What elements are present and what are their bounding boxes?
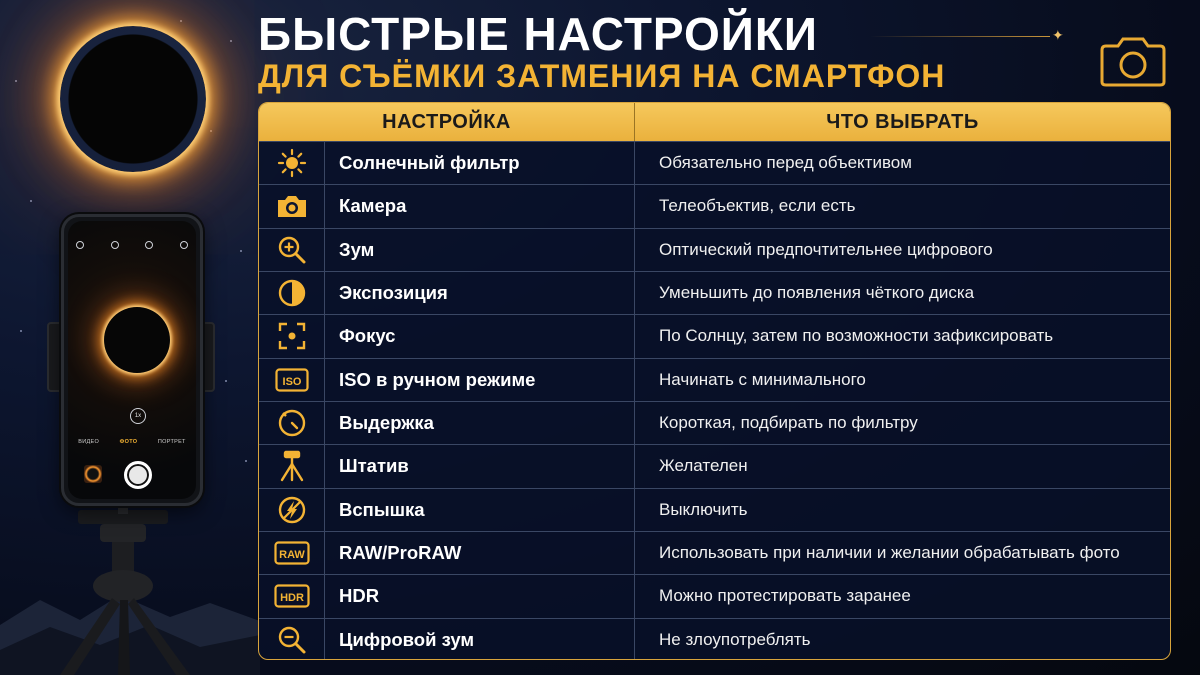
raw-icon: [259, 532, 325, 574]
setting-value: Начинать с минимального: [659, 369, 866, 389]
setting-value: Телеобъектив, если есть: [659, 196, 856, 216]
table-row: [259, 574, 1170, 617]
shutter-speed-icon: [259, 402, 325, 444]
zoom-out-icon: [259, 619, 325, 660]
table-row: [259, 444, 1170, 487]
table-row: [259, 531, 1170, 574]
switch-camera-icon[interactable]: [180, 241, 188, 249]
tripod-icon: [259, 445, 325, 487]
shutter-button[interactable]: [124, 461, 152, 489]
sun-icon: [259, 142, 325, 184]
svg-text:RAW: RAW: [278, 549, 305, 562]
table-row: [259, 618, 1170, 660]
setting-value: По Солнцу, затем по возможности зафиксировать: [659, 326, 1054, 346]
mode-photo[interactable]: ФОТО: [119, 439, 138, 445]
setting-value: Оптический предпочтительнее цифрового: [659, 239, 993, 259]
table-row: [259, 271, 1170, 314]
column-header-setting: НАСТРОЙКА: [259, 103, 635, 141]
table-row: [259, 401, 1170, 444]
setting-value: Короткая, подбирать по фильтру: [659, 413, 918, 433]
flash-off-icon: [259, 489, 325, 531]
settings-table: [258, 102, 1171, 660]
svg-text:HDR: HDR: [279, 592, 304, 605]
camera-logo-icon: [1098, 36, 1168, 88]
setting-value: Желателен: [659, 456, 748, 476]
settings-icon[interactable]: [76, 241, 84, 249]
camera-app-screen: [68, 221, 196, 499]
decorative-line: [870, 36, 1050, 37]
setting-value: Обязательно перед объективом: [659, 153, 912, 173]
live-photo-icon[interactable]: [145, 241, 153, 249]
page-title: БЫСТРЫЕ НАСТРОЙКИ: [258, 8, 818, 60]
setting-name: Зум: [325, 229, 635, 271]
setting-value: Выключить: [659, 499, 748, 519]
zoom-button[interactable]: 1x: [130, 408, 146, 424]
setting-name: Фокус: [325, 315, 635, 357]
hdr-icon: [259, 575, 325, 617]
exposure-icon: [259, 272, 325, 314]
setting-name: Выдержка: [325, 402, 635, 444]
zoom-in-icon: [259, 229, 325, 271]
setting-value: Использовать при наличии и желании обрабатывать фото: [659, 543, 1120, 563]
table-row: [259, 228, 1170, 271]
focus-icon: [259, 315, 325, 357]
setting-name: Солнечный фильтр: [325, 142, 635, 184]
table-row: [259, 314, 1170, 357]
smartphone: [61, 214, 203, 506]
mode-video[interactable]: ВИДЕО: [78, 439, 100, 445]
camera-modes: [68, 439, 196, 445]
camera-icon: [259, 185, 325, 227]
table-row: [259, 358, 1170, 401]
table-header: [259, 103, 1170, 141]
table-row: [259, 488, 1170, 531]
column-header-choice: ЧТО ВЫБРАТЬ: [826, 110, 979, 133]
setting-value: Уменьшить до появления чёткого диска: [659, 283, 975, 303]
camera-top-controls: [76, 241, 188, 249]
setting-name: ISO в ручном режиме: [325, 359, 635, 401]
mode-portrait[interactable]: ПОРТРЕТ: [157, 439, 186, 445]
setting-name: Цифровой зум: [325, 619, 635, 660]
flash-icon[interactable]: [111, 241, 119, 249]
setting-name: Камера: [325, 185, 635, 227]
svg-text:ISO: ISO: [282, 375, 301, 388]
setting-name: Вспышка: [325, 489, 635, 531]
viewfinder-eclipse: [104, 307, 170, 373]
iso-icon: [259, 359, 325, 401]
setting-name: RAW/ProRAW: [325, 532, 635, 574]
setting-name: Экспозиция: [325, 272, 635, 314]
table-row: [259, 141, 1170, 184]
setting-value: Можно протестировать заранее: [659, 586, 911, 606]
gallery-thumbnail[interactable]: [84, 465, 102, 483]
sparkle-icon: ✦: [1052, 27, 1064, 43]
setting-name: HDR: [325, 575, 635, 617]
setting-name: Штатив: [325, 445, 635, 487]
page-subtitle: ДЛЯ СЪЁМКИ ЗАТМЕНИЯ НА СМАРТФОН: [258, 58, 946, 94]
setting-value: Не злоупотреблять: [659, 629, 811, 649]
table-row: [259, 184, 1170, 227]
